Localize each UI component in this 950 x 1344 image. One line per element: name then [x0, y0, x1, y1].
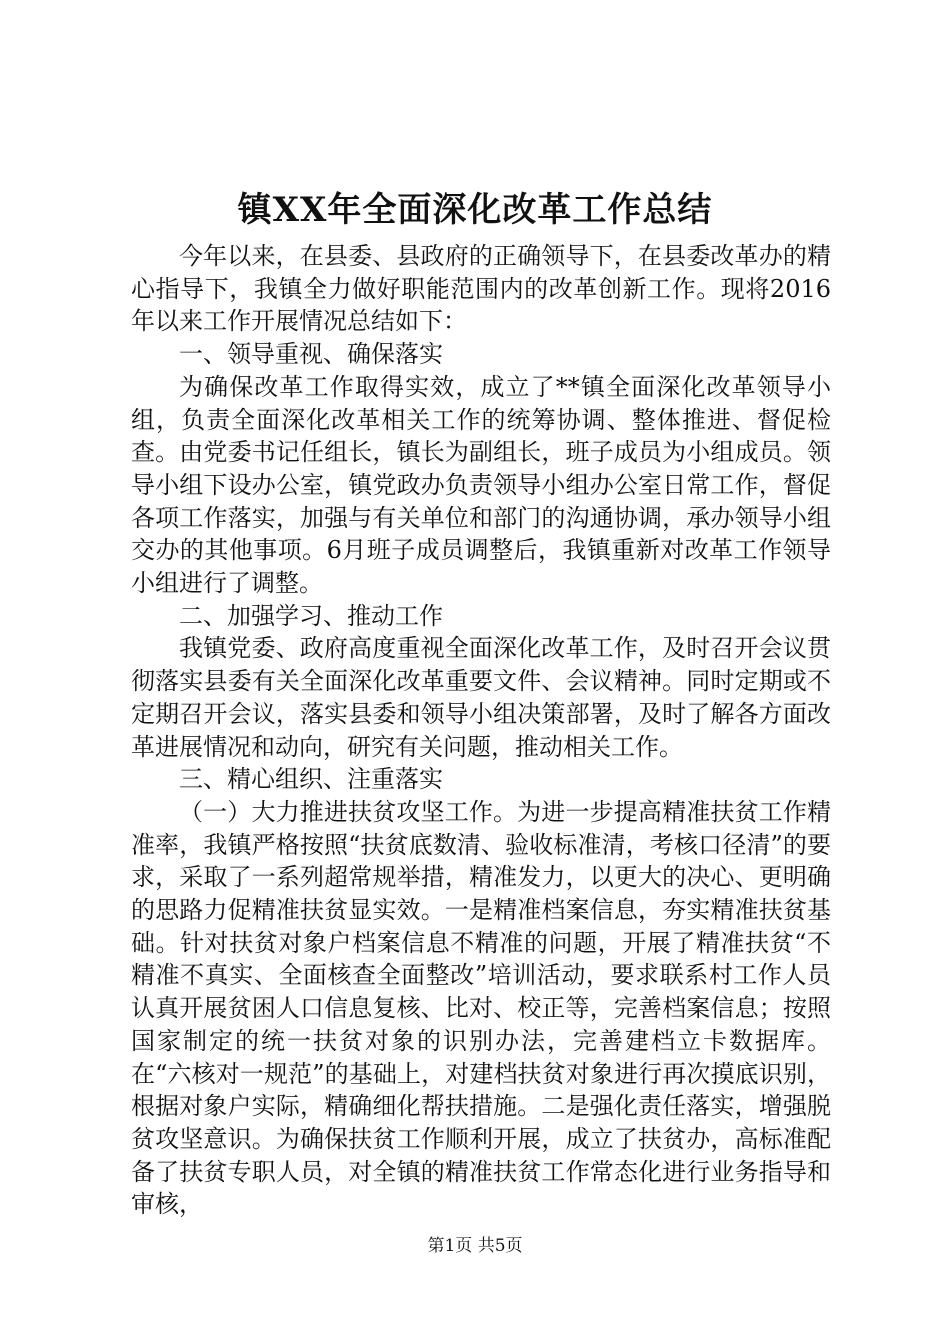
paragraph-intro: 今年以来，在县委、县政府的正确领导下，在县委改革办的精心指导下，我镇全力做好职能范围内的改革创新工作。现将2016年以来工作开展情况总结如下： — [131, 242, 831, 336]
section-heading-1: 一、领导重视、确保落实 — [179, 340, 443, 369]
section-heading-2: 二、加强学习、推动工作 — [179, 601, 443, 630]
page-number-footer: 第1页 共5页 — [427, 1236, 523, 1256]
document-body — [131, 240, 831, 1221]
paragraph-section-2: 我镇党委、政府高度重视全面深化改革工作，及时召开会议贯彻落实县委有关全面深化改革重要文件、会议精神。同时定期或不定期召开会议，落实县委和领导小组决策部署，及时了解各方面改革进展情况和动向，研究有关问题，推动相关工作。 — [131, 634, 831, 761]
document-title: 镇XX年全面深化改革工作总结 — [237, 190, 713, 230]
paragraph-section-3: （一）大力推进扶贫攻坚工作。为进一步提高精准扶贫工作精准率，我镇严格按照“扶贫底数清、验收标准清，考核口径清”的要求，采取了一系列超常规举措，精准发力，以更大的决心、更明确的思路力促精准扶贫显实效。一是精准档案信息，夯实精准扶贫基础。针对扶贫对象户档案信息不精准的问题，开展了精准扶贫“不精准不真实、全面核查全面整改”培训活动，要求联系村工作人员认真开展贫困人口信息复核、比对、校正等，完善档案信息；按照国家制定的统一扶贫对象的识别办法，完善建档立卡数据库。在“六核对一规范”的基础上，对建档扶贫对象进行再次摸底识别，根据对象户实际，精确细化帮扶措施。二是强化责任落实，增强脱贫攻坚意识。为确保扶贫工作顺利开展，成立了扶贫办，高标准配备了扶贫专职人员，对全镇的精准扶贫工作常态化进行业务指导和审核， — [131, 797, 831, 1219]
paragraph-section-1: 为确保改革工作取得实效，成立了**镇全面深化改革领导小组，负责全面深化改革相关工作的统筹协调、整体推进、督促检查。由党委书记任组长，镇长为副组长，班子成员为小组成员。领导小组下设办公室，镇党政办负责领导小组办公室日常工作，督促各项工作落实，加强与有关单位和部门的沟通协调，承办领导小组交办的其他事项。6月班子成员调整后，我镇重新对改革工作领导小组进行了调整。 — [131, 372, 831, 598]
section-heading-3: 三、精心组织、注重落实 — [179, 765, 443, 794]
